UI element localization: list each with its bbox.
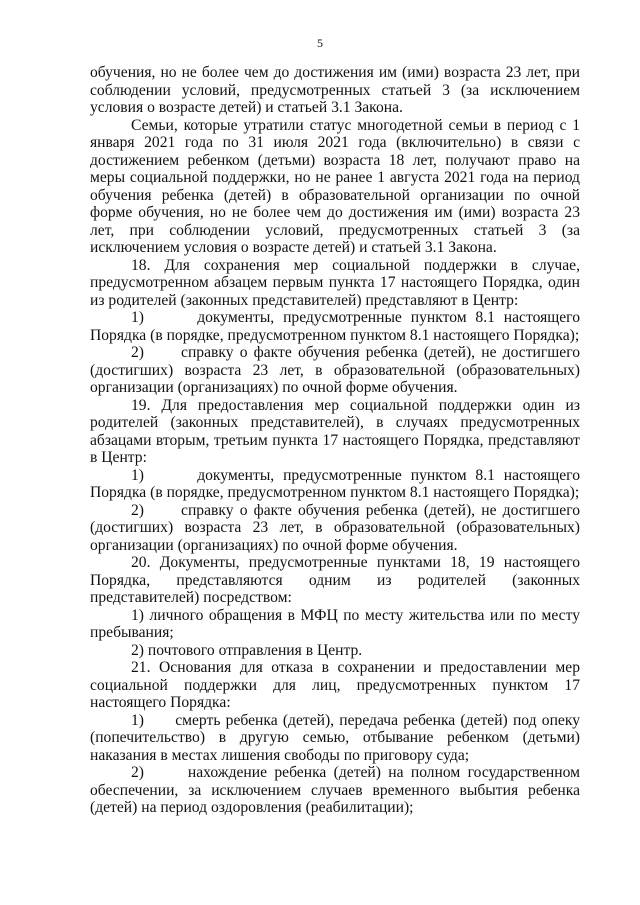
paragraph-item-21: 21. Основания для отказа в сохранении и предоставлении мер социальной поддержки для лиц, предусмотренных пунктом 17 настоящего Порядка:: [90, 659, 580, 711]
document-body: [90, 64, 580, 817]
paragraph-item-20-sub-2: 2) почтового отправления в Центр.: [131, 641, 363, 659]
paragraph-continuation: обучения, но не более чем до достижения им (ими) возраста 23 лет, при соблюдении условий, предусмотренных статьей 3 (за исключением условия о возрасте детей) и статьей 3.1 Закона.: [90, 64, 580, 116]
paragraph-item-19-sub-2: 2) справку о факте обучения ребенка (детей), не достигшего (достигших) возраста 23 лет, в образовательной (образовательных) организации (организациях) по очной форме обучения.: [90, 501, 580, 554]
paragraph-item-18-sub-1: 1) документы, предусмотренные пунктом 8.1 настоящего Порядка (в порядке, предусмотренном пунктом 8.1 настоящего Порядка);: [90, 309, 580, 344]
paragraph-item-20: 20. Документы, предусмотренные пунктами 18, 19 настоящего Порядка, представляются одним из родителей (законных представителей) посредством:: [90, 554, 580, 606]
paragraph-item-19-sub-1: 1) документы, предусмотренные пунктом 8.1 настоящего Порядка (в порядке, предусмотренном пунктом 8.1 настоящего Порядка);: [90, 466, 580, 501]
paragraph-lost-status-families: Семьи, которые утратили статус многодетной семьи в период с 1 января 2021 года по 31 июля 2021 года (включительно) в связи с достижением ребенком (детьми) возраста 18 лет, получают право на меры социальной поддержки, но не ранее 1 августа 2021 года на период обучения ребенка (детей) в образовательной организации по очной форме обучения, но не более чем до достижения им (ими) возраста 23 лет, при соблюдении условий, предусмотренных статьей 3 (за исключением условия о возрасте детей) и статьей 3.1 Закона.: [90, 116, 580, 256]
paragraph-item-21-sub-1: 1) смерть ребенка (детей), передача ребенка (детей) под опеку (попечительство) в другую семью, отбывание ребенком (детьми) наказания в местах лишения свободы по приговору суда;: [90, 711, 580, 764]
paragraph-item-20-sub-1: 1) личного обращения в МФЦ по месту жительства или по месту пребывания;: [90, 606, 580, 641]
paragraph-item-18: 18. Для сохранения мер социальной поддержки в случае, предусмотренном абзацем первым пункта 17 настоящего Порядка, один из родителей (законных представителей) представляют в Центр:: [90, 256, 580, 309]
paragraph-item-19: 19. Для предоставления мер социальной поддержки один из родителей (законных представителей), в случаях предусмотренных абзацами вторым, третьим пункта 17 настоящего Порядка, представляют в Центр:: [90, 396, 580, 466]
paragraph-item-21-sub-2: 2) нахождение ребенка (детей) на полном государственном обеспечении, за исключением случаев временного выбытия ребенка (детей) на период оздоровления (реабилитации);: [90, 764, 580, 816]
page-number: 5: [317, 36, 323, 50]
paragraph-item-18-sub-2: 2) справку о факте обучения ребенка (детей), не достигшего (достигших) возраста 23 лет, в образовательной (образовательных) организации (организациях) по очной форме обучения.: [90, 344, 580, 396]
